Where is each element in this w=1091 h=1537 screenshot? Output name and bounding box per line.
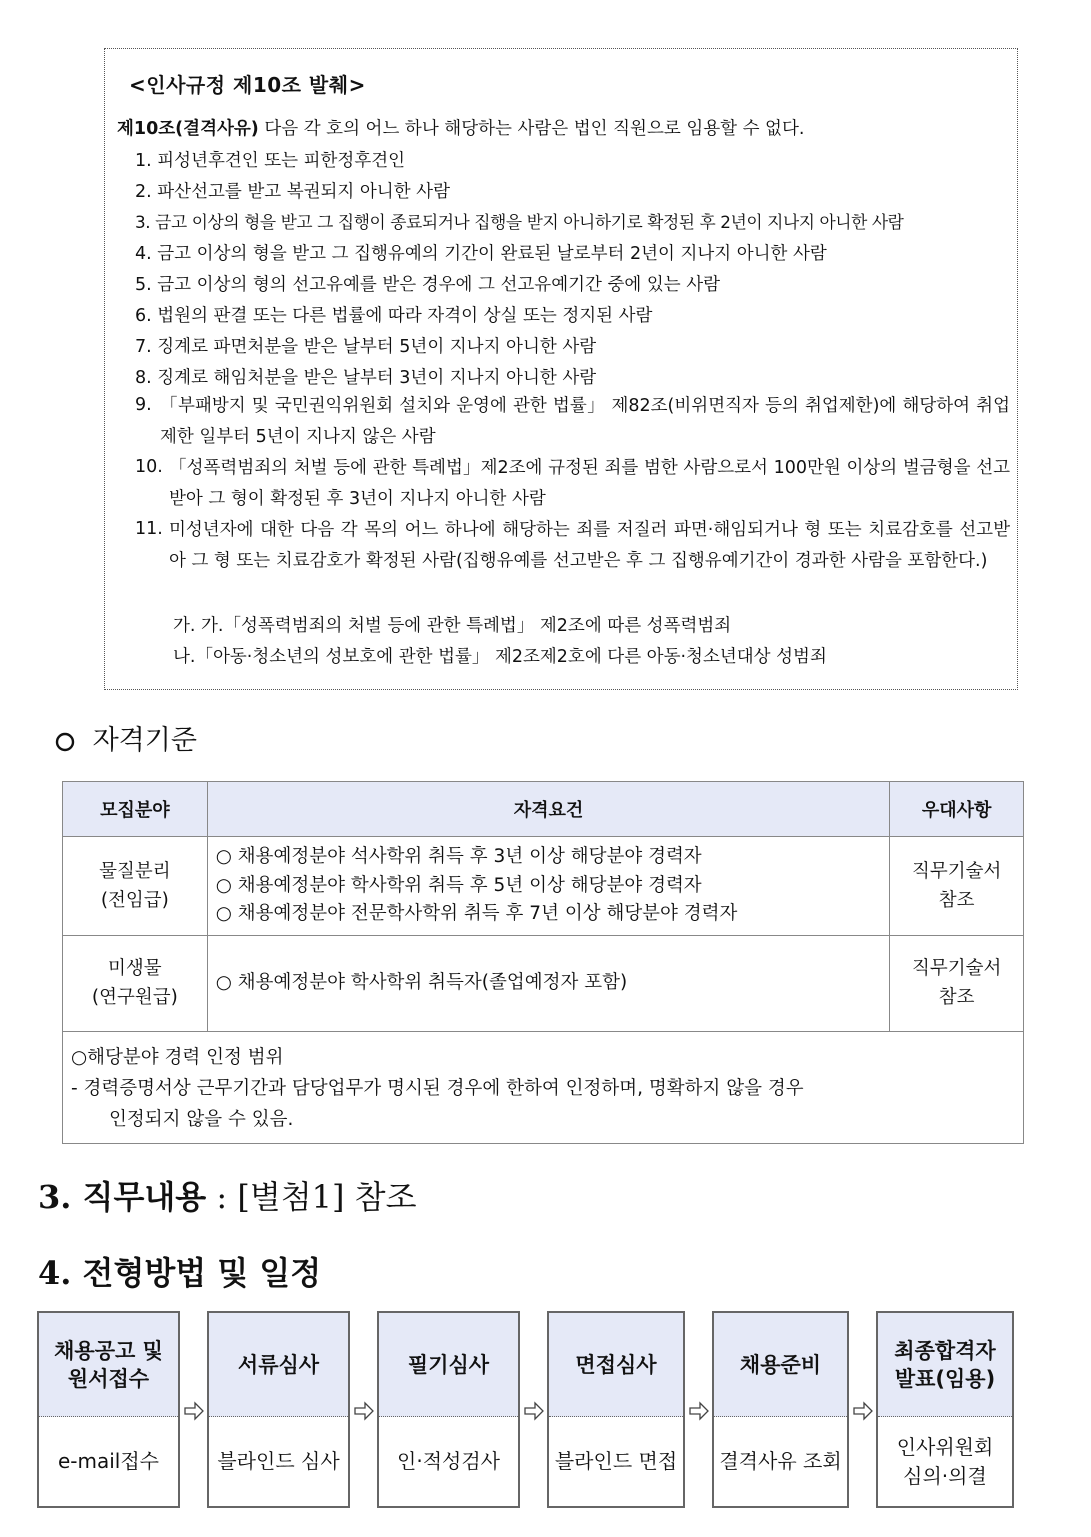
table-row: [63, 837, 1024, 936]
flow-step-detail: [209, 1417, 348, 1506]
requirements-cell: [207, 935, 890, 1031]
requirement-item: ○ 채용예정분야 학사학위 취득 후 5년 이상 해당분야 경력자: [215, 874, 702, 896]
flow-step-interview: [547, 1311, 685, 1508]
reg-subitem-na: 나.「아동·청소년의 성보호에 관한 법률」 제2조제2호에 다른 아동·청소년대상 성범죄: [173, 647, 827, 667]
flow-step-detail: [379, 1417, 518, 1506]
flow-step-title: [549, 1313, 683, 1417]
reg-item-11-number: 11.: [135, 519, 163, 539]
flow-title-line: 최종합격자: [894, 1338, 996, 1363]
reg-subitem-ga: 가. 가.「성폭력범죄의 처벌 등에 관한 특례법」 제2조에 따른 성폭력범죄: [173, 616, 732, 636]
flow-step-announcement: [37, 1311, 180, 1508]
flow-step-document-review: [207, 1311, 350, 1508]
reg-item-11: 미성년자에 대한 다음 각 목의 어느 하나에 해당하는 죄를 저질러 파면·해임되거나 형 또는 치료감호를 선고받아 그 형 또는 치료감호가 확정된 사람(집행유예를 선고받은 후 그 집행유예기간이 경과한 사람을 포함한다.): [169, 520, 1010, 571]
field-cell: [63, 935, 208, 1031]
note-cell: [63, 1031, 1024, 1143]
right-arrow-icon: [353, 1400, 375, 1422]
flow-step-detail: [878, 1417, 1012, 1506]
flow-step-title: [39, 1313, 178, 1417]
regulation-intro: [117, 115, 804, 140]
article-text: 다음 각 호의 어느 하나 해당하는 사람은 법인 직원으로 임용할 수 없다.: [258, 119, 805, 139]
header-preference: 우대사항: [890, 782, 1024, 837]
header-field: 모집분야: [63, 782, 208, 837]
requirement-item: ○ 채용예정분야 석사학위 취득 후 3년 이상 해당분야 경력자: [215, 846, 702, 867]
qualification-table: [62, 781, 1024, 1144]
reg-item-9-number: 9.: [135, 395, 152, 415]
flow-detail-line: 블라인드 심사: [217, 1449, 340, 1473]
flow-step-detail: [714, 1417, 847, 1506]
flow-title-line: 채용준비: [739, 1352, 822, 1377]
article-label: 제10조(결격사유): [117, 119, 259, 139]
right-arrow-icon: [688, 1400, 710, 1422]
flow-detail-line: 블라인드 면접: [554, 1449, 678, 1473]
flow-step-title: [209, 1313, 348, 1417]
flow-step-final-announcement: [876, 1311, 1014, 1508]
flow-step-detail: [549, 1417, 683, 1506]
preference-text: 직무기술서: [911, 860, 1002, 882]
reg-item-9: 「부패방지 및 국민권익위원회 설치와 운영에 관한 법률」 제82조(비위면직자 등의 취업제한)에 해당하여 취업제한 일부터 5년이 지나지 않은 사람: [160, 396, 1010, 447]
flow-step-title: [379, 1313, 518, 1417]
field-name: 미생물: [108, 958, 162, 979]
preference-text: 직무기술서: [911, 958, 1002, 979]
preference-cell: [890, 935, 1024, 1031]
reg-item-5: 5. 금고 이상의 형의 선고유예를 받은 경우에 그 선고유예기간 중에 있는 사람: [135, 275, 721, 295]
reg-item-7: 7. 징계로 파면처분을 받은 날부터 5년이 지나지 아니한 사람: [135, 337, 597, 357]
right-arrow-icon: [523, 1400, 545, 1422]
preference-text: 참조: [938, 987, 975, 1008]
table-row: [63, 935, 1024, 1031]
requirement-item: ○ 채용예정분야 전문학사학위 취득 후 7년 이상 해당분야 경력자: [215, 903, 738, 924]
qualification-heading: [54, 718, 197, 757]
reg-item-1: 1. 피성년후견인 또는 피한정후견인: [135, 151, 406, 171]
section-reference: : [별첨1] 참조: [206, 1178, 417, 1216]
flow-step-preparation: [712, 1311, 849, 1508]
flow-step-written-test: [377, 1311, 520, 1508]
field-grade: (전임급): [100, 889, 169, 911]
qualification-heading-text: 자격기준: [92, 725, 197, 756]
preference-text: 참조: [938, 889, 975, 911]
section-4-heading: 4. 전형방법 및 일정: [38, 1254, 322, 1292]
flow-step-detail: [39, 1417, 178, 1506]
field-name: 물질분리: [99, 860, 171, 882]
flow-title-line: 면접심사: [575, 1352, 657, 1377]
circle-bullet-icon: [54, 725, 84, 745]
reg-item-8: 8. 징계로 해임처분을 받은 날부터 3년이 지나지 아니한 사람: [135, 368, 597, 388]
flow-title-line: 발표(임용): [894, 1366, 996, 1391]
flow-step-title: [878, 1313, 1012, 1417]
field-grade: (연구원급): [91, 987, 178, 1008]
flow-detail-line: 인·적성검사: [397, 1449, 500, 1473]
note-line: 인정되지 않을 수 있음.: [109, 1108, 294, 1130]
header-requirements: 자격요건: [207, 782, 890, 837]
flow-detail-line: 심의·의결: [903, 1463, 987, 1488]
table-note-row: [63, 1031, 1024, 1143]
reg-item-4: 4. 금고 이상의 형을 받고 그 집행유예의 기간이 완료된 날로부터 2년이 지나지 아니한 사람: [135, 244, 827, 264]
flow-title-line: 서류심사: [237, 1352, 320, 1377]
requirements-cell: [207, 837, 890, 936]
note-title: ○해당분야 경력 인정 범위: [71, 1046, 284, 1068]
reg-item-10-number: 10.: [135, 457, 163, 477]
section-3-heading: [38, 1172, 416, 1218]
flow-detail-line: e-mail접수: [57, 1449, 159, 1473]
flow-detail-line: 결격사유 조회: [719, 1449, 842, 1473]
reg-item-2: 2. 파산선고를 받고 복권되지 아니한 사람: [135, 182, 450, 202]
section-number: 3.: [38, 1178, 72, 1216]
requirement-item: ○ 채용예정분야 학사학위 취득자(졸업예정자 포함): [215, 971, 628, 993]
flow-title-line: 원서접수: [67, 1366, 150, 1391]
flow-step-title: [714, 1313, 847, 1417]
flow-detail-line: 인사위원회: [896, 1434, 994, 1459]
note-line: - 경력증명서상 근무기간과 담당업무가 명시된 경우에 한하여 인정하며, 명확하지 않을 경우: [71, 1077, 804, 1099]
right-arrow-icon: [183, 1400, 205, 1422]
flow-title-line: 채용공고 및: [54, 1338, 163, 1363]
reg-item-3: 3. 금고 이상의 형을 받고 그 집행이 종료되거나 집행을 받지 아니하기로 확정된 후 2년이 지나지 아니한 사람: [135, 212, 904, 232]
reg-item-10: 「성폭력범죄의 처벌 등에 관한 특례법」제2조에 규정된 죄를 범한 사람으로서 100만원 이상의 벌금형을 선고받아 그 형이 확정된 후 3년이 지나지 아니한 사람: [169, 458, 1010, 509]
field-cell: [63, 837, 208, 936]
regulation-box: [104, 48, 1018, 690]
section-title: 직무내용: [82, 1178, 207, 1216]
reg-item-6: 6. 법원의 판결 또는 다른 법률에 따라 자격이 상실 또는 정지된 사람: [135, 306, 653, 326]
flow-title-line: 필기심사: [407, 1352, 490, 1377]
regulation-title: <인사규정 제10조 발췌>: [129, 73, 366, 97]
right-arrow-icon: [852, 1400, 874, 1422]
table-header-row: [63, 782, 1024, 837]
preference-cell: [890, 837, 1024, 936]
